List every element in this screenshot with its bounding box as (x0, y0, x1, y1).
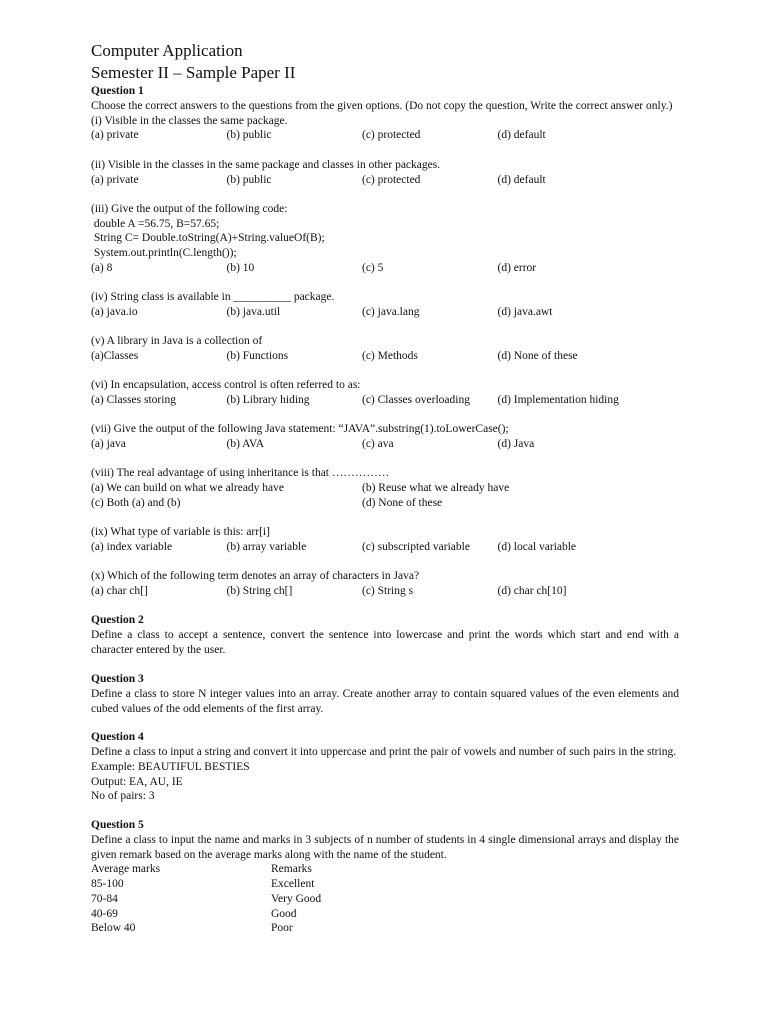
mcq-options (91, 128, 679, 143)
mcq-options (91, 393, 679, 408)
mcq-option: (d) local variable (497, 540, 577, 553)
mcq-option: (b) AVA (226, 438, 265, 451)
mcq-option: (a) We can build on what we already have (91, 482, 285, 495)
question-2-text: Define a class to accept a sentence, convert the sentence into lowercase and print the words which start and end with a character entered by the user. (91, 629, 679, 657)
mcq-option: (c) 5 (362, 261, 384, 274)
remarks-table (91, 862, 679, 936)
mcq-options (91, 584, 679, 599)
mcq-question-line: (ii) Visible in the classes in the same package and classes in other packages. (91, 158, 441, 171)
mcq-option: (c) String s (362, 585, 414, 598)
question-3-heading: Question 3 (91, 672, 144, 685)
question-5-text: Define a class to input the name and marks in 3 subjects of n number of students in 4 single dimensional arrays and display the given remark based on the average marks along with the name of the student. (91, 834, 679, 861)
mcq-option: (b) String ch[] (226, 585, 293, 598)
question-4-text: Define a class to input a string and convert it into uppercase and print the pair of vowels and number of such pairs in the string. (91, 746, 677, 759)
mcq-option: (b) public (226, 173, 272, 186)
remarks-cell: Poor (271, 922, 293, 935)
mcq-option: (a) private (91, 173, 139, 186)
mcq-question-line: (i) Visible in the classes the same package. (91, 114, 288, 127)
remarks-cell: Very Good (271, 892, 322, 905)
remarks-cell: Remarks (271, 863, 312, 876)
question-4-pairs: No of pairs: 3 (91, 790, 155, 803)
mcq-option: (b) 10 (226, 261, 255, 274)
mcq-option: (a) java (91, 438, 126, 451)
mcq-option: (c) protected (362, 129, 421, 142)
remarks-row (91, 907, 679, 922)
question-4-output: Output: EA, AU, IE (91, 775, 183, 788)
mcq-option: (a) private (91, 129, 139, 142)
paper-title: Computer Application (91, 41, 243, 60)
question-1-items (91, 114, 679, 599)
mcq-option: (b) Library hiding (226, 393, 310, 406)
mcq-option: (c) Classes overloading (362, 393, 470, 406)
mcq-option: (c) Methods (362, 349, 418, 362)
mcq-options (91, 173, 679, 188)
mcq-options (91, 481, 679, 496)
mcq-option: (c) protected (362, 173, 421, 186)
mcq-option: (d) None of these (497, 349, 578, 362)
mcq-options (91, 437, 679, 452)
mcq-option: (d) error (497, 261, 537, 274)
mcq-question-line: String C= Double.toString(A)+String.valueOf(B); (91, 232, 325, 245)
mcq-option: (d) default (497, 173, 546, 186)
mcq-question-line: (x) Which of the following term denotes an array of characters in Java? (91, 570, 420, 583)
mcq-option: (a) 8 (91, 261, 113, 274)
remarks-cell: 85-100 (91, 878, 124, 891)
mcq-option: (a) Classes storing (91, 393, 176, 406)
question-2-heading: Question 2 (91, 614, 144, 627)
question-1-instruction: Choose the correct answers to the questions from the given options. (Do not copy the question, Write the correct answer only.) (91, 100, 673, 112)
mcq-option: (a) char ch[] (91, 585, 148, 598)
mcq-option: (d) Implementation hiding (497, 393, 619, 406)
mcq-question-line: (v) A library in Java is a collection of (91, 335, 263, 348)
mcq-question-line: (vi) In encapsulation, access control is often referred to as: (91, 379, 361, 392)
mcq-options (91, 349, 679, 364)
mcq-options (91, 261, 679, 276)
mcq-option: (a) java.io (91, 305, 138, 318)
mcq-option: (d) None of these (362, 496, 443, 509)
question-5-heading: Question 5 (91, 819, 144, 832)
mcq-option: (d) Java (497, 438, 535, 451)
remarks-cell: Average marks (91, 863, 161, 876)
remarks-row (91, 877, 679, 892)
mcq-options (91, 540, 679, 555)
question-4-heading: Question 4 (91, 731, 144, 744)
mcq-option: (a)Classes (91, 349, 139, 362)
mcq-question-line: (viii) The real advantage of using inheritance is that …………… (91, 467, 390, 480)
mcq-question-line: double A =56.75, B=57.65; (91, 217, 220, 230)
mcq-option: (c) subscripted variable (362, 540, 470, 553)
question-1-heading: Question 1 (91, 85, 144, 97)
remarks-cell: 70-84 (91, 892, 118, 905)
paper-subtitle: Semester II – Sample Paper II (91, 63, 296, 82)
remarks-cell: Below 40 (91, 922, 136, 935)
mcq-option: (c) ava (362, 438, 394, 451)
mcq-option: (c) java.lang (362, 305, 420, 318)
mcq-option: (d) default (497, 129, 546, 142)
mcq-options (91, 496, 679, 511)
remarks-row (91, 892, 679, 907)
mcq-option: (a) index variable (91, 540, 173, 553)
mcq-option: (b) Functions (226, 349, 289, 362)
exam-paper (91, 40, 679, 936)
remarks-row (91, 862, 679, 877)
remarks-cell: Excellent (271, 878, 315, 891)
mcq-option: (c) Both (a) and (b) (91, 496, 181, 509)
remarks-row (91, 921, 679, 936)
remarks-cell: 40-69 (91, 907, 118, 920)
remarks-cell: Good (271, 907, 297, 920)
mcq-question-line: System.out.println(C.length()); (91, 247, 237, 259)
mcq-question-line: (iv) String class is available in __________ package. (91, 291, 335, 304)
mcq-question-line: (ix) What type of variable is this: arr[i] (91, 526, 270, 539)
mcq-question-line: (iii) Give the output of the following code: (91, 202, 288, 215)
mcq-option: (b) public (226, 129, 272, 142)
mcq-question-line: (vii) Give the output of the following Java statement: “JAVA”.substring(1).toLowerCase(); (91, 423, 509, 436)
mcq-option: (b) java.util (226, 305, 281, 318)
mcq-option: (d) char ch[10] (497, 585, 567, 598)
mcq-option: (b) Reuse what we already have (362, 482, 510, 495)
mcq-option: (d) java.awt (497, 305, 553, 318)
question-4-example: Example: BEAUTIFUL BESTIES (91, 760, 250, 773)
question-3-text: Define a class to store N integer values into an array. Create another array to contain squared values of the even elements and cubed values of the odd elements of the first array. (91, 687, 679, 715)
mcq-options (91, 305, 679, 320)
mcq-option: (b) array variable (226, 540, 307, 553)
